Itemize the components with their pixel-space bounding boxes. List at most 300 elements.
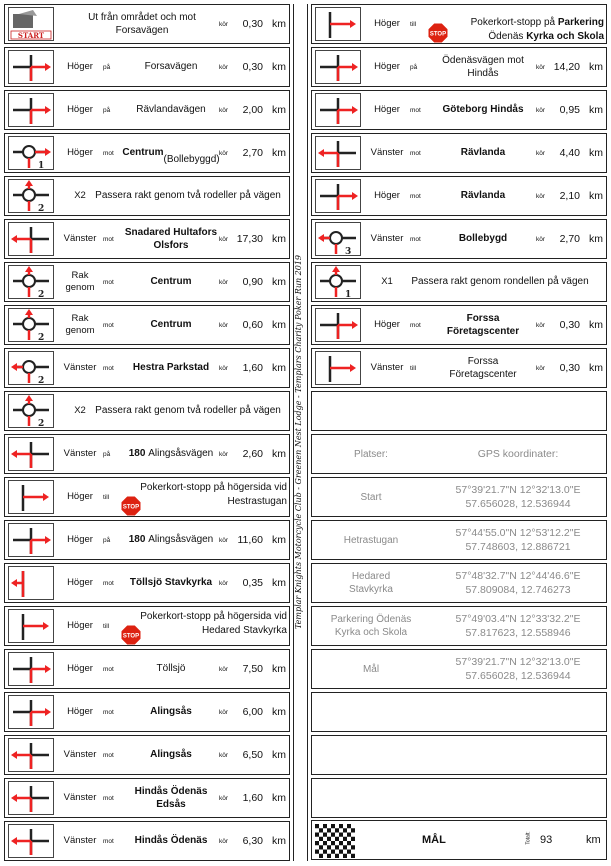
kor-label: kör (219, 149, 229, 157)
direction-row (311, 305, 607, 345)
vertical-banner-text: Templar Knights Motorcycle Club - Greenen Nest Lodge - Templars Charity Poker Run 2019 (294, 254, 303, 630)
destination-label: Forssa Företagscenter (446, 312, 520, 337)
distance-value: 2,10 (559, 190, 580, 202)
direction-label: Höger (67, 663, 93, 675)
unit-label: km (272, 534, 286, 546)
preposition-label: mot (410, 321, 421, 329)
direction-row (4, 434, 290, 474)
preposition-label: mot (103, 794, 114, 802)
turn-icon (8, 222, 54, 256)
unit-label: km (589, 233, 603, 245)
destination-label: Forssa Företagscenter (449, 355, 517, 380)
unit-label: km (272, 835, 286, 847)
direction-row (4, 262, 290, 302)
direction-row (4, 348, 290, 388)
direction-label: Höger (374, 104, 400, 116)
unit-label: km (272, 663, 286, 675)
preposition-label: till (410, 20, 417, 28)
destination-label: Hestra Parkstad (132, 362, 210, 374)
destination-label: Hindås Ödenäs (134, 835, 208, 847)
turn-icon (8, 308, 54, 342)
kor-label: kör (219, 579, 229, 587)
preposition-label: mot (103, 149, 114, 157)
turn-icon (8, 609, 54, 643)
direction-row (4, 735, 290, 775)
gps-row (311, 563, 607, 603)
destination-label: Rävlandavägen (136, 104, 206, 116)
svg-text:2: 2 (38, 204, 45, 212)
gps-coordinates (430, 607, 606, 645)
destination-label: Centrum (150, 319, 192, 331)
gps-place: Mål (362, 663, 380, 675)
gps-place: Hedared Stavkyrka (349, 571, 393, 595)
turn-icon (8, 480, 54, 514)
unit-label: km (272, 792, 286, 804)
gps-row (311, 606, 607, 646)
direction-label: Vänster (370, 147, 404, 159)
direction-label: Höger (374, 319, 400, 331)
gps-place: Parkering Ödenäs Kyrka och Skola (330, 614, 412, 638)
instruction-note: Passera rakt genom rondellen på vägen (411, 276, 589, 288)
preposition-label: mot (103, 278, 114, 286)
turn-icon (8, 136, 54, 170)
left-column (4, 4, 290, 864)
preposition-label: på (103, 450, 111, 458)
destination-label: Centrum (150, 276, 192, 288)
direction-row (4, 649, 290, 689)
gps-decimal: 57.748603, 12.886721 (465, 541, 571, 553)
turn-diagram (9, 352, 53, 384)
direction-label: Vänster (370, 233, 404, 245)
gps-dms: 57°44'55.0"N 12°53'12.2"E (455, 526, 581, 539)
svg-text:2: 2 (38, 419, 45, 427)
preposition-label: mot (103, 665, 114, 673)
svg-text:1: 1 (345, 290, 352, 298)
distance-value: 6,30 (242, 835, 263, 847)
direction-row (4, 606, 290, 646)
direction-row (311, 348, 607, 388)
preposition-label: mot (410, 106, 421, 114)
direction-row (4, 90, 290, 130)
distance-value: 0,30 (559, 362, 580, 374)
kor-label: kör (219, 751, 229, 759)
direction-row (311, 90, 607, 130)
direction-label: Vänster (63, 749, 97, 761)
turn-diagram (9, 266, 53, 298)
direction-label: Höger (67, 577, 93, 589)
gps-header-coordinates: GPS koordinater: (477, 447, 559, 460)
turn-diagram (9, 524, 53, 556)
turn-icon (8, 93, 54, 127)
direction-label: Vänster (63, 835, 97, 847)
turn-diagram (316, 309, 360, 341)
turn-diagram (9, 8, 53, 40)
gps-coordinates (430, 478, 606, 516)
distance-value: 4,40 (559, 147, 580, 159)
preposition-label: mot (410, 235, 421, 243)
direction-row (311, 219, 607, 259)
gps-row (311, 520, 607, 560)
direction-label: Höger (374, 190, 400, 202)
gps-dms: 57°48'32.7"N 12°44'46.6"E (455, 569, 581, 582)
destination-label: Forsavägen (144, 61, 198, 73)
unit-label: km (272, 577, 286, 589)
distance-value: 0,90 (242, 276, 263, 288)
unit-label: km (272, 362, 286, 374)
preposition-label: till (103, 622, 110, 630)
turn-icon (315, 351, 361, 385)
distance-value: 0,30 (559, 319, 580, 331)
direction-row (4, 563, 290, 603)
kor-label: kör (219, 536, 229, 544)
gps-coordinates (430, 521, 606, 559)
turn-diagram (316, 180, 360, 212)
stop-sign-text: STOP (122, 633, 140, 640)
road-name: Alingsåsvägen (148, 534, 214, 546)
unit-label: km (589, 190, 603, 202)
turn-icon (8, 351, 54, 385)
instruction-note (442, 5, 604, 43)
direction-label: Vänster (370, 362, 404, 374)
kor-label: kör (219, 20, 229, 28)
total-unit: km (586, 834, 601, 846)
turn-icon (315, 265, 361, 299)
turn-diagram (9, 481, 53, 513)
destination-label: Alingsås (150, 749, 192, 761)
kor-label: kör (536, 321, 546, 329)
turn-diagram (9, 94, 53, 126)
unit-label: km (272, 448, 286, 460)
road-number: 180 (128, 534, 146, 546)
empty-cell (311, 778, 607, 818)
unit-label: km (272, 276, 286, 288)
gps-header-row (311, 434, 607, 474)
preposition-label: på (103, 63, 111, 71)
unit-label: km (589, 362, 603, 374)
note-text: Pokerkort-stopp på (470, 17, 558, 28)
start-icon (8, 7, 54, 41)
turn-diagram (9, 610, 53, 642)
gps-coordinates (430, 650, 606, 688)
kor-label: kör (219, 794, 229, 802)
direction-row (4, 520, 290, 560)
preposition-label: mot (410, 192, 421, 200)
turn-icon (315, 93, 361, 127)
direction-row (311, 47, 607, 87)
turn-icon (8, 437, 54, 471)
distance-value: 2,70 (559, 233, 580, 245)
empty-cell (311, 391, 607, 431)
finish-row-box (311, 820, 607, 860)
direction-row (311, 262, 607, 302)
direction-label: Höger (67, 61, 93, 73)
destination-label: Hindås Ödenäs Edsås (134, 785, 208, 810)
turn-icon (8, 566, 54, 600)
turn-diagram (316, 352, 360, 384)
direction-label: Höger (374, 18, 400, 30)
direction-row (4, 47, 290, 87)
turn-icon (8, 179, 54, 213)
turn-diagram (9, 395, 53, 427)
gps-place: Hetrastugan (343, 534, 399, 546)
turn-diagram (316, 266, 360, 298)
turn-diagram (316, 94, 360, 126)
preposition-label: mot (103, 708, 114, 716)
kor-label: kör (536, 63, 546, 71)
destination-label: Töllsjö Stavkyrka (129, 577, 213, 589)
direction-label: Vänster (63, 792, 97, 804)
distance-value: 0,30 (242, 18, 263, 30)
divider-line (307, 4, 308, 861)
direction-row (4, 133, 290, 173)
kor-label: kör (536, 192, 546, 200)
kor-label: kör (219, 364, 229, 372)
kor-label: kör (219, 665, 229, 673)
finish-label: MÅL (422, 834, 446, 846)
direction-label: X2 (74, 405, 86, 417)
note-text-bold: Parkering (557, 17, 604, 28)
unit-label: km (272, 18, 286, 30)
turn-icon (8, 824, 54, 858)
distance-value: 2,60 (242, 448, 263, 460)
turn-diagram (9, 309, 53, 341)
route-divider (290, 4, 311, 861)
direction-row (311, 176, 607, 216)
turn-icon (8, 394, 54, 428)
unit-label: km (272, 749, 286, 761)
unit-label: km (589, 104, 603, 116)
turn-diagram (316, 223, 360, 255)
road-name: Alingsåsvägen (148, 448, 214, 460)
preposition-label: mot (103, 579, 114, 587)
turn-icon (315, 222, 361, 256)
instruction-note: Passera rakt genom två rodeller på vägen (95, 405, 281, 417)
preposition-label: mot (103, 364, 114, 372)
direction-row (311, 133, 607, 173)
destination-label (123, 521, 219, 559)
turn-icon (315, 50, 361, 84)
preposition-label: på (103, 106, 111, 114)
kor-label: kör (219, 708, 229, 716)
stop-sign-text: STOP (429, 31, 447, 38)
instruction-note: Passera rakt genom två rodeller på vägen (95, 190, 281, 202)
gps-place: Start (360, 491, 382, 503)
gps-dms: 57°39'21.7"N 12°32'13.0"E (455, 655, 581, 668)
direction-label: X1 (381, 276, 393, 288)
turn-icon (315, 7, 361, 41)
direction-label: X2 (74, 190, 86, 202)
destination-label: Alingsås (150, 706, 192, 718)
turn-diagram (9, 653, 53, 685)
destination-label: Snadared Hultafors Olsfors (124, 226, 218, 251)
destination-label: Rävlanda (460, 190, 506, 202)
right-column (311, 4, 607, 391)
direction-label: Höger (374, 61, 400, 73)
direction-label: Höger (67, 534, 93, 546)
checkered-flag-icon (315, 824, 355, 858)
direction-row (4, 4, 290, 44)
gps-row (311, 477, 607, 517)
turn-icon (8, 738, 54, 772)
note-text: Ödenäs (488, 30, 527, 42)
direction-label: Höger (67, 706, 93, 718)
total-distance: 93 (540, 834, 553, 846)
kor-label: kör (219, 321, 229, 329)
svg-text:1: 1 (38, 161, 45, 169)
svg-text:2: 2 (38, 376, 45, 384)
turn-diagram (9, 180, 53, 212)
unit-label: km (589, 147, 603, 159)
gps-decimal: 57.809084, 12.746273 (465, 584, 571, 596)
unit-label: km (272, 233, 286, 245)
turn-icon (8, 652, 54, 686)
empty-cell (311, 692, 607, 732)
distance-value: 1,60 (242, 362, 263, 374)
instruction-note: Pokerkort-stopp på högersida vid Hestrastugan (140, 482, 287, 507)
turn-diagram (9, 782, 53, 814)
destination-label (123, 435, 219, 473)
turn-icon (315, 308, 361, 342)
turn-icon (8, 50, 54, 84)
turn-icon (8, 695, 54, 729)
gps-dms: 57°39'21.7"N 12°32'13.0"E (455, 483, 581, 496)
preposition-label: till (410, 364, 417, 372)
preposition-label: mot (103, 837, 114, 845)
kor-label: kör (219, 837, 229, 845)
stop-sign-text: STOP (122, 504, 140, 511)
distance-value: 2,70 (242, 147, 263, 159)
direction-row (4, 692, 290, 732)
turn-diagram (9, 223, 53, 255)
distance-value: 14,20 (553, 61, 580, 73)
distance-value: 0,60 (242, 319, 263, 331)
preposition-label: mot (103, 751, 114, 759)
direction-row (4, 391, 290, 431)
destination-label: Ödenäsvägen mot Hindås (442, 54, 524, 79)
gps-decimal: 57.817623, 12.558946 (465, 627, 571, 639)
gps-coordinates (430, 564, 606, 602)
distance-value: 11,60 (237, 534, 263, 546)
svg-text:2: 2 (38, 333, 45, 341)
distance-value: 1,60 (242, 792, 263, 804)
unit-label: km (589, 61, 603, 73)
turn-icon (315, 179, 361, 213)
turn-diagram (9, 438, 53, 470)
instruction-note: Pokerkort-stopp på högersida vid Hedared Stavkyrka (140, 611, 287, 636)
preposition-label: på (103, 536, 111, 544)
svg-text:2: 2 (38, 290, 45, 298)
kor-label: kör (536, 235, 546, 243)
kor-label: kör (536, 149, 546, 157)
total-label: Totalt: (525, 831, 532, 845)
direction-row (311, 4, 607, 44)
gps-header-places: Platser: (354, 448, 388, 460)
preposition-label: mot (103, 321, 114, 329)
kor-label: kör (219, 450, 229, 458)
direction-label: Rak genom (65, 313, 95, 336)
direction-row (4, 821, 290, 861)
gps-decimal: 57.656028, 12.536944 (465, 498, 571, 510)
direction-row (4, 219, 290, 259)
turn-icon (8, 523, 54, 557)
distance-value: 17,30 (236, 233, 263, 245)
kor-label: kör (536, 106, 546, 114)
unit-label: km (589, 319, 603, 331)
turn-diagram (316, 51, 360, 83)
note-text-bold: Kyrka och Skola (526, 30, 604, 42)
distance-value: 6,00 (242, 706, 263, 718)
distance-value: 7,50 (242, 663, 263, 675)
kor-label: kör (536, 364, 546, 372)
road-number: 180 (128, 448, 146, 460)
svg-text:3: 3 (345, 247, 352, 255)
distance-value: 2,00 (242, 104, 263, 116)
preposition-label: mot (103, 235, 114, 243)
distance-value: 0,35 (242, 577, 263, 589)
turn-diagram (9, 51, 53, 83)
direction-label: Höger (67, 620, 93, 632)
direction-label: Rak genom (65, 270, 95, 293)
direction-label: Höger (67, 147, 93, 159)
direction-row (4, 477, 290, 517)
direction-label: Höger (67, 491, 93, 503)
unit-label: km (272, 104, 286, 116)
distance-value: 0,30 (242, 61, 263, 73)
distance-value: 6,50 (242, 749, 263, 761)
unit-label: km (272, 147, 286, 159)
turn-diagram (316, 137, 360, 169)
turn-diagram (9, 739, 53, 771)
destination-label: Bollebygd (458, 233, 508, 245)
kor-label: kör (219, 235, 229, 243)
turn-diagram (9, 696, 53, 728)
direction-label: Vänster (63, 233, 97, 245)
direction-label: Höger (67, 104, 93, 116)
destination-label: Göteborg Hindås (442, 104, 524, 116)
turn-diagram (9, 567, 53, 599)
empty-cell (311, 735, 607, 775)
instruction-note: Ut från området och mot Forsavägen (88, 11, 196, 36)
destination-label: Töllsjö (156, 663, 186, 675)
direction-row (4, 176, 290, 216)
unit-label: km (272, 706, 286, 718)
direction-label: Vänster (63, 448, 97, 460)
preposition-label: till (103, 493, 110, 501)
kor-label: kör (219, 278, 229, 286)
gps-dms: 57°49'03.4"N 12°33'32.2"E (455, 612, 581, 625)
turn-icon (8, 781, 54, 815)
direction-label: Vänster (63, 362, 97, 374)
preposition-label: mot (410, 149, 421, 157)
kor-label: kör (219, 63, 229, 71)
distance-value: 0,95 (559, 104, 580, 116)
kor-label: kör (219, 106, 229, 114)
preposition-label: på (410, 63, 418, 71)
turn-diagram (9, 137, 53, 169)
turn-diagram (9, 825, 53, 857)
start-badge-text: START (17, 31, 45, 40)
direction-row (4, 778, 290, 818)
destination-label: Centrum (Bollebyggd) (122, 147, 220, 165)
turn-icon (8, 265, 54, 299)
gps-row (311, 649, 607, 689)
turn-icon (315, 136, 361, 170)
unit-label: km (272, 319, 286, 331)
direction-row (4, 305, 290, 345)
unit-label: km (272, 61, 286, 73)
destination-label: Rävlanda (460, 147, 506, 159)
turn-diagram (316, 8, 360, 40)
